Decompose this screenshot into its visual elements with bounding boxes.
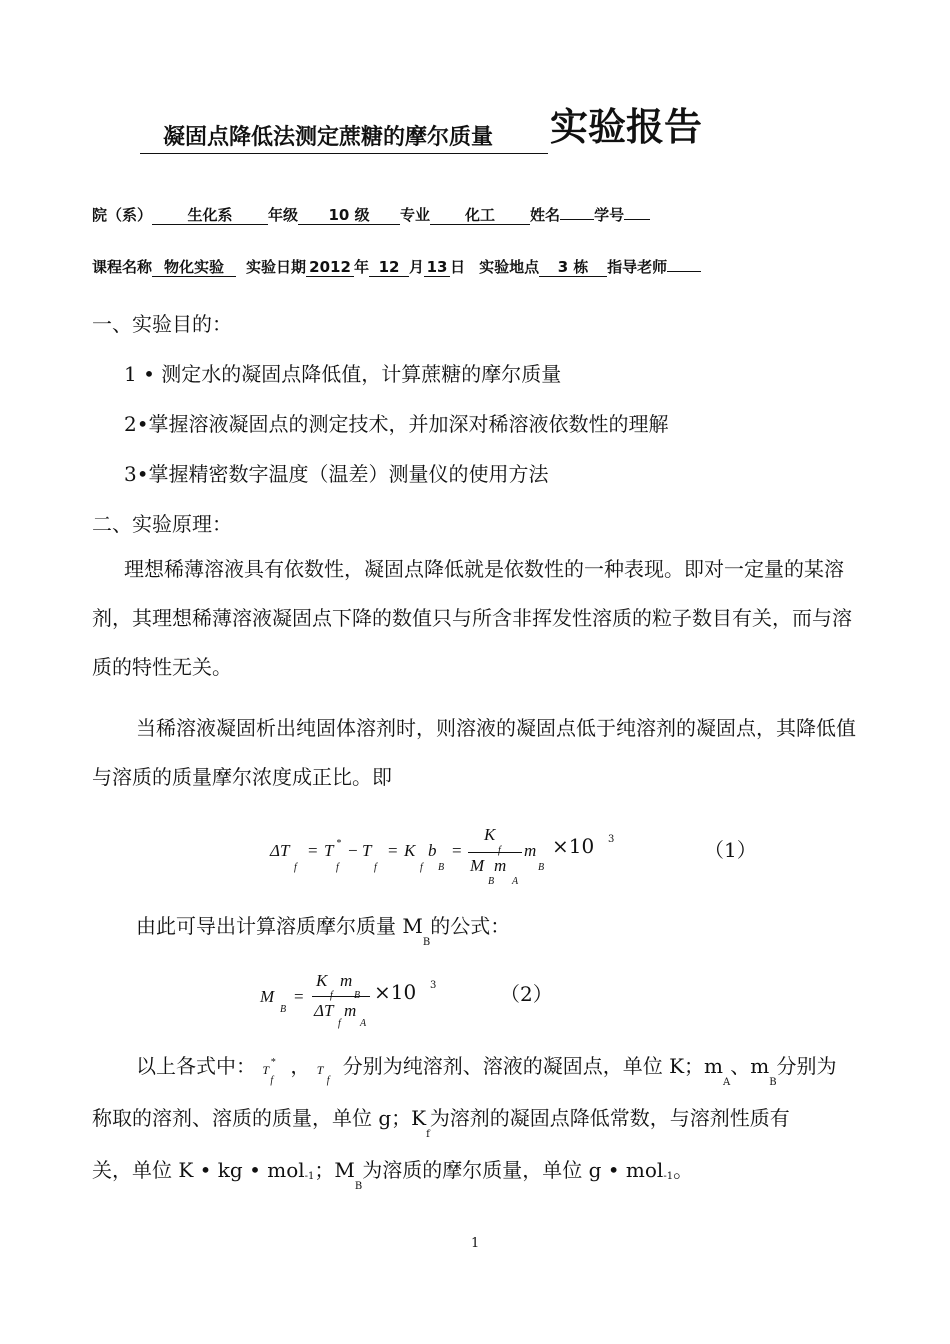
month-value: 12 [369,259,409,277]
grade-label: 年级 [268,206,299,224]
times-ten-2: ×10 [374,980,417,1004]
variables-line-3: 关，单位 K • kg • mol-1；$M_B$为溶质的摩尔质量，单位 g • mol-1。 [92,1158,694,1192]
principle-paragraph-2: 当稀溶液凝固析出纯固体溶剂时，则溶液的凝固点低于纯溶剂的凝固点，其降低值与溶质的质量摩尔浓度成正比。即 [92,716,856,789]
date-label: 实验日期 [246,258,307,276]
id-value [624,219,650,220]
dept-value: 生化系 [152,207,268,225]
major-label: 专业 [400,206,431,224]
info-line-2 [92,256,701,277]
exponent-2: 3 [430,980,437,991]
day-value: 13 [424,259,450,277]
derivation-line: 由此可导出计算溶质摩尔质量 $M_B$的公式： [136,914,511,948]
section-1-heading: 一、实验目的： [92,312,232,336]
variables-line-1: 以上各式中： T * f ， T f 分别为纯溶剂、溶液的凝固点，单位 K；$m_A$、$m_B$分别为 [136,1054,837,1088]
year-value: 2012 [306,259,354,277]
title-underline [140,153,548,154]
section-2-heading: 二、实验原理： [92,512,232,536]
year-label: 年 [354,258,370,276]
times-ten: ×10 [552,834,595,858]
principle-paragraph-1: 理想稀薄溶液具有依数性，凝固点降低就是依数性的一种表现。即对一定量的某溶剂，其理想稀薄溶液凝固点下降的数值只与所含非挥发性溶质的粒子数目有关，而与溶质的特性无关。 [92,557,852,679]
page-number: 1 [471,1236,480,1251]
equation-2-number: （2） [500,982,553,1006]
day-label: 日 [450,258,466,276]
report-title: 凝固点降低法测定蔗糖的摩尔质量 [163,125,494,150]
major-value: 化工 [430,207,530,225]
name-label: 姓名 [530,206,561,224]
course-value: 物化实验 [152,259,236,277]
teacher-value [667,271,701,272]
variables-line-2: 称取的溶剂、溶质的质量，单位 g；$K_f$为溶剂的凝固点降低常数，与溶剂性质有 [92,1106,790,1140]
teacher-label: 指导老师 [607,258,668,276]
report-title-suffix: 实验报告 [550,105,703,149]
equation-1: ΔT f = T * f − T f = K f b B = K f M m B A m B ×10 3 [270,825,615,887]
course-label: 课程名称 [92,258,153,276]
info-line-1 [92,204,650,225]
place-label: 实验地点 [479,258,540,276]
dept-label: 院（系） [92,206,153,224]
objective-item-3: 3•掌握精密数字温度（温差）测量仪的使用方法 [124,462,549,486]
id-label: 学号 [594,206,625,224]
month-label: 月 [409,258,425,276]
objective-item-2: 2•掌握溶液凝固点的测定技术，并加深对稀溶液依数性的理解 [124,412,669,436]
equation-1-number: （1） [704,838,757,862]
grade-value: 10 级 [298,207,400,225]
exponent: 3 [608,834,615,845]
objective-item-1: 1 • 测定水的凝固点降低值，计算蔗糖的摩尔质量 [124,362,562,386]
equation-2: M B = K m f B ΔT m f A ×10 3 [260,971,437,1029]
place-value: 3 栋 [539,259,607,277]
name-value [560,219,594,220]
